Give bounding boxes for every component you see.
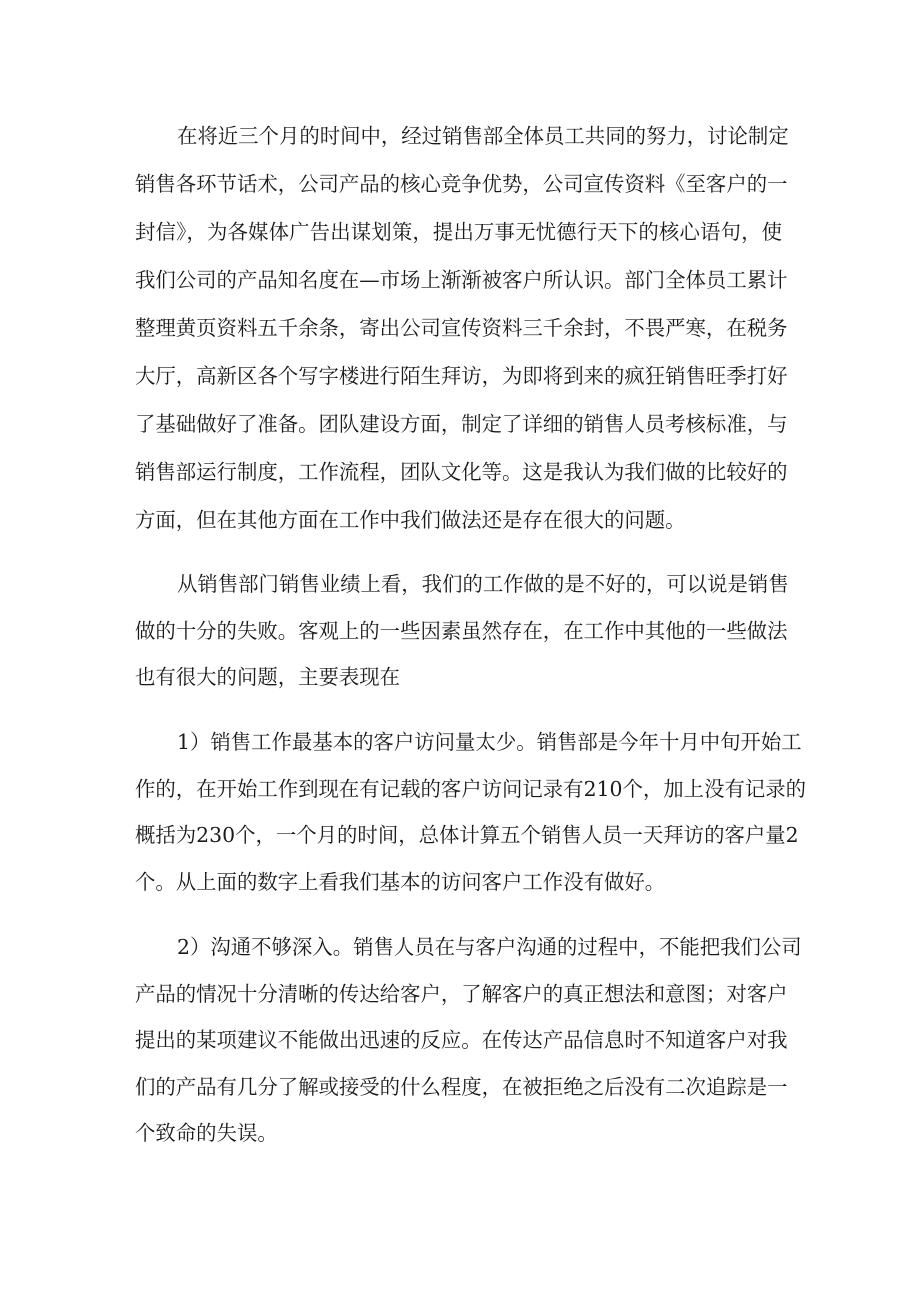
paragraph-sales-performance [135, 561, 789, 701]
text-line: 方面，但在其他方面在工作中我们做法还是存在很大的问题。 [135, 508, 686, 532]
text-line: 我们公司的产品知名度在—市场上渐渐被客户所认识。部门全体员工累计 [135, 268, 788, 292]
text-line: 个。从上面的数字上看我们基本的访问客户工作没有做好。 [135, 869, 666, 894]
text-line: 封信》，为各媒体广告出谋划策，提出万事无忧德行天下的核心语句，使 [135, 220, 782, 244]
text-line: 2）沟通不够深入。销售人员在与客户沟通的过程中，不能把我们公司 [177, 935, 802, 959]
text-line: 概括为230个，一个月的时间，总体计算五个销售人员一天拜访的客户量2 [135, 823, 799, 847]
text-line: 1）销售工作最基本的客户访问量太少。销售部是今年十月中旬开始工 [177, 730, 802, 754]
text-line: 们的产品有几分了解或接受的什么程度，在被拒绝之后没有二次追踪是一 [135, 1074, 788, 1099]
text-line: 了基础做好了准备。团队建设方面，制定了详细的销售人员考核标准，与 [135, 412, 788, 436]
text-line: 提出的某项建议不能做出迅速的反应。在传达产品信息时不知道客户对我 [135, 1028, 788, 1052]
paragraph-point-1-visit-volume [135, 719, 807, 905]
text-line: 做的十分的失败。客观上的一些因素虽然存在，在工作中其他的一些做法 [135, 618, 788, 643]
text-line: 从销售部门销售业绩上看，我们的工作做的是不好的，可以说是销售 [177, 572, 789, 596]
text-line: 作的，在开始工作到现在有记载的客户访问记录有210个，加上没有记录的 [135, 776, 807, 801]
paragraph-point-2-communication [135, 924, 802, 1157]
text-line: 在将近三个月的时间中，经过销售部全体员工共同的努力，讨论制定 [177, 124, 789, 148]
text-line: 个致命的失误。 [135, 1121, 278, 1145]
text-line: 也有很大的问题，主要表现在 [135, 665, 401, 689]
text-line: 大厅，高新区各个写字楼进行陌生拜访，为即将到来的疯狂销售旺季打好 [135, 364, 788, 388]
text-line: 销售各环节话术，公司产品的核心竞争优势，公司宣传资料《至客户的一 [135, 172, 788, 196]
text-line: 整理黄页资料五千余条，寄出公司宣传资料三千余封，不畏严寒，在税务 [135, 316, 788, 340]
text-line: 产品的情况十分清晰的传达给客户，了解客户的真正想法和意图；对客户 [135, 981, 788, 1006]
paragraph-achievements [135, 112, 789, 544]
text-line: 销售部运行制度，工作流程，团队文化等。这是我认为我们做的比较好的 [135, 460, 788, 484]
